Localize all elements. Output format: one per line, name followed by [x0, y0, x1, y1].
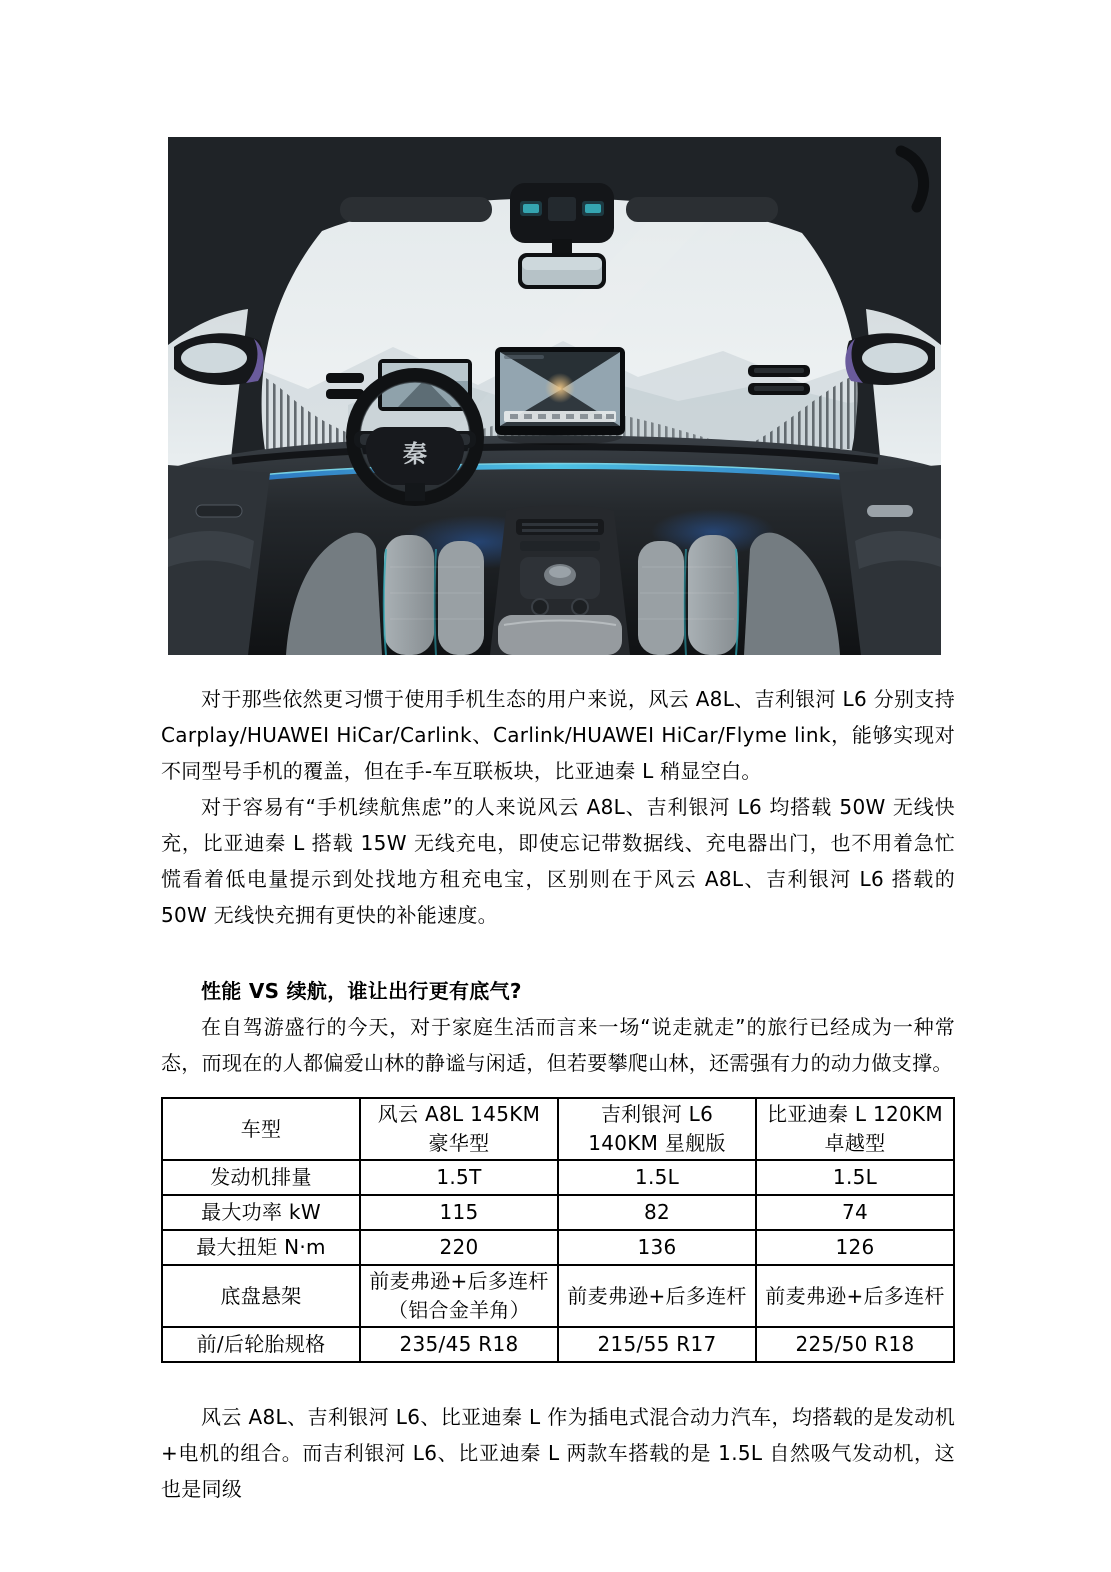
section-heading: 性能 VS 续航，谁让出行更有底气? — [201, 979, 522, 1003]
car-interior-photo — [168, 137, 941, 655]
article-body — [161, 681, 955, 1507]
table-cell: 1.5L — [558, 1160, 756, 1195]
table-header-galaxy-l6: 吉利银河 L6 140KM 星舰版 — [558, 1098, 756, 1160]
center-console — [490, 505, 630, 655]
overhead-console — [510, 183, 614, 253]
paragraph-powertrain: 风云 A8L、吉利银河 L6、比亚迪秦 L 作为插电式混合动力汽车，均搭载的是发动机+电机的组合。而吉利银河 L6、比亚迪秦 L 两款车搭载的是 1.5L 自然吸气发动机，这也是同级 — [161, 1405, 955, 1501]
table-cell: 74 — [756, 1195, 954, 1230]
row-label: 发动机排量 — [162, 1160, 360, 1195]
table-cell: 225/50 R18 — [756, 1327, 954, 1362]
table-row-max-torque — [162, 1230, 954, 1265]
row-label: 底盘悬架 — [162, 1265, 360, 1327]
table-cell: 1.5T — [360, 1160, 558, 1195]
table-cell: 1.5L — [756, 1160, 954, 1195]
rearview-mirror — [518, 253, 606, 289]
paragraph-wireless-charging: 对于容易有“手机续航焦虑”的人来说风云 A8L、吉利银河 L6 均搭载 50W 无线快充，比亚迪秦 L 搭载 15W 无线充电，即使忘记带数据线、充电器出门，也不用着急忙慌看着低电量提示到处找地方租充电宝，区别则在于风云 A8L、吉利银河 L6 搭载的 50W 无线快充拥有更快的补能速度。 — [161, 795, 955, 927]
spec-table — [161, 1097, 955, 1363]
paragraph-phone-connectivity: 对于那些依然更习惯于使用手机生态的用户来说，风云 A8L、吉利银河 L6 分别支持 Carplay/HUAWEI HiCar/Carlink、Carlink/HUAWEI HiCar/Flyme link，能够实现对不同型号手机的覆盖，但在手-车互联板块，比亚迪秦 L 稍显空白。 — [161, 687, 955, 783]
table-cell: 前麦弗逊+后多连杆 — [558, 1265, 756, 1327]
table-cell: 115 — [360, 1195, 558, 1230]
table-cell: 136 — [558, 1230, 756, 1265]
row-label: 最大扭矩 N·m — [162, 1230, 360, 1265]
table-row-max-power — [162, 1195, 954, 1230]
table-cell: 235/45 R18 — [360, 1327, 558, 1362]
table-header-row — [162, 1098, 954, 1160]
row-label: 前/后轮胎规格 — [162, 1327, 360, 1362]
steering-wheel-logo: 秦 — [403, 440, 427, 468]
left-side-mirror — [174, 333, 264, 385]
table-cell: 126 — [756, 1230, 954, 1265]
left-sun-visor — [340, 197, 492, 222]
table-header-vehicle: 车型 — [162, 1098, 360, 1160]
paragraph-travel: 在自驾游盛行的今天，对于家庭生活而言来一场“说走就走”的旅行已经成为一种常态，而现在的人都偏爱山林的静谧与闲适，但若要攀爬山林，还需强有力的动力做支撑。 — [161, 1015, 955, 1075]
row-label: 最大功率 kW — [162, 1195, 360, 1230]
table-cell: 220 — [360, 1230, 558, 1265]
table-row-tires — [162, 1327, 954, 1362]
table-row-suspension — [162, 1265, 954, 1327]
table-cell: 前麦弗逊+后多连杆 — [756, 1265, 954, 1327]
right-side-mirror — [845, 333, 935, 385]
table-header-qin-l: 比亚迪秦 L 120KM 卓越型 — [756, 1098, 954, 1160]
right-sun-visor — [626, 197, 778, 222]
table-cell: 215/55 R17 — [558, 1327, 756, 1362]
table-cell: 前麦弗逊+后多连杆（铝合金羊角） — [360, 1265, 558, 1327]
table-row-displacement — [162, 1160, 954, 1195]
center-touchscreen — [495, 347, 625, 445]
table-cell: 82 — [558, 1195, 756, 1230]
table-header-fengyun-a8l: 风云 A8L 145KM 豪华型 — [360, 1098, 558, 1160]
